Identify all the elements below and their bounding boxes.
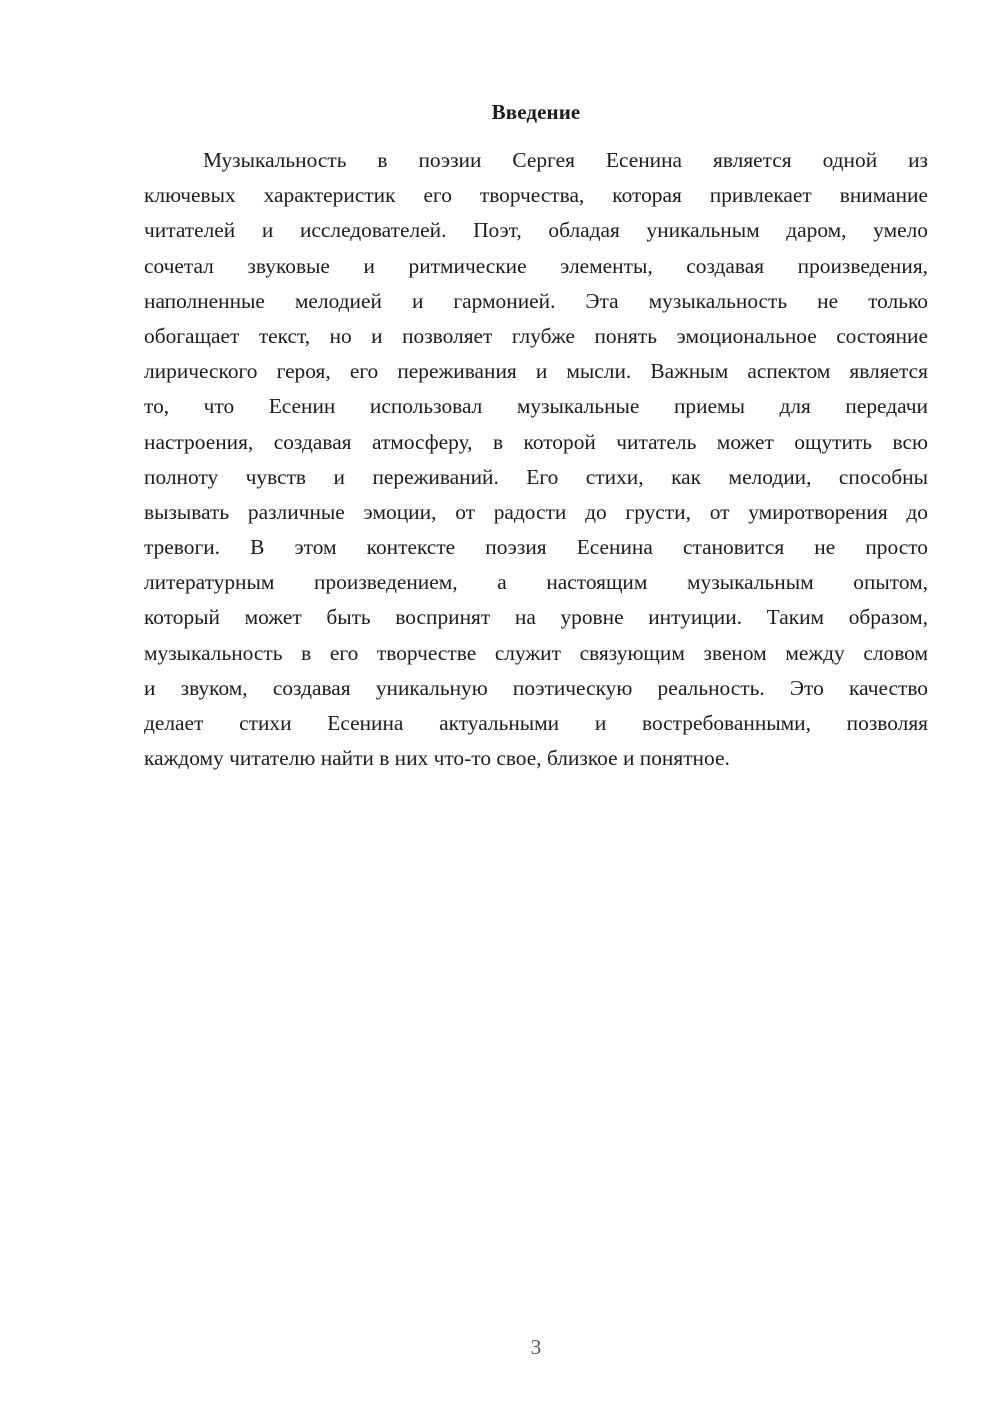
paragraph-line: Музыкальность в поэзии Сергея Есенина является одной из: [203, 148, 928, 172]
paragraph-line: наполненные мелодией и гармонией. Эта музыкальность не только: [144, 288, 928, 313]
paragraph-line: обогащает текст, но и позволяет глубже понять эмоциональное состояние: [144, 323, 928, 348]
paragraph-line: каждому читателю найти в них что-то свое, близкое и понятное.: [144, 746, 730, 771]
paragraph-line: вызывать различные эмоции, от радости до грусти, от умиротворения до: [144, 499, 928, 524]
paragraph-line: лирического героя, его переживания и мысли. Важным аспектом является: [144, 359, 928, 384]
paragraph-line: то, что Есенин использовал музыкальные приемы для передачи: [144, 394, 928, 419]
paragraph-line: сочетал звуковые и ритмические элементы, создавая произведения,: [144, 253, 928, 278]
paragraph-line: ключевых характеристик его творчества, которая привлекает внимание: [144, 183, 928, 208]
paragraph-line: читателей и исследователей. Поэт, обладая уникальным даром, умело: [144, 218, 928, 243]
paragraph-line: и звуком, создавая уникальную поэтическую реальность. Это качество: [144, 675, 928, 700]
page-number: 3: [530, 1335, 542, 1359]
paragraph-line: делает стихи Есенина актуальными и востребованными, позволяя: [144, 711, 928, 735]
paragraph-line: полноту чувств и переживаний. Его стихи, как мелодии, способны: [144, 464, 928, 489]
paragraph-line: который может быть воспринят на уровне интуиции. Таким образом,: [144, 605, 928, 630]
paragraph-line: настроения, создавая атмосферу, в которой читатель может ощутить всю: [144, 429, 928, 454]
paragraph-line: литературным произведением, а настоящим музыкальным опытом,: [144, 570, 928, 595]
paragraph-line: музыкальность в его творчестве служит связующим звеном между словом: [144, 640, 928, 665]
intro-paragraph: [144, 143, 928, 776]
paragraph-line: тревоги. В этом контексте поэзия Есенина становится не просто: [144, 535, 928, 560]
section-heading: Введение: [491, 100, 581, 124]
